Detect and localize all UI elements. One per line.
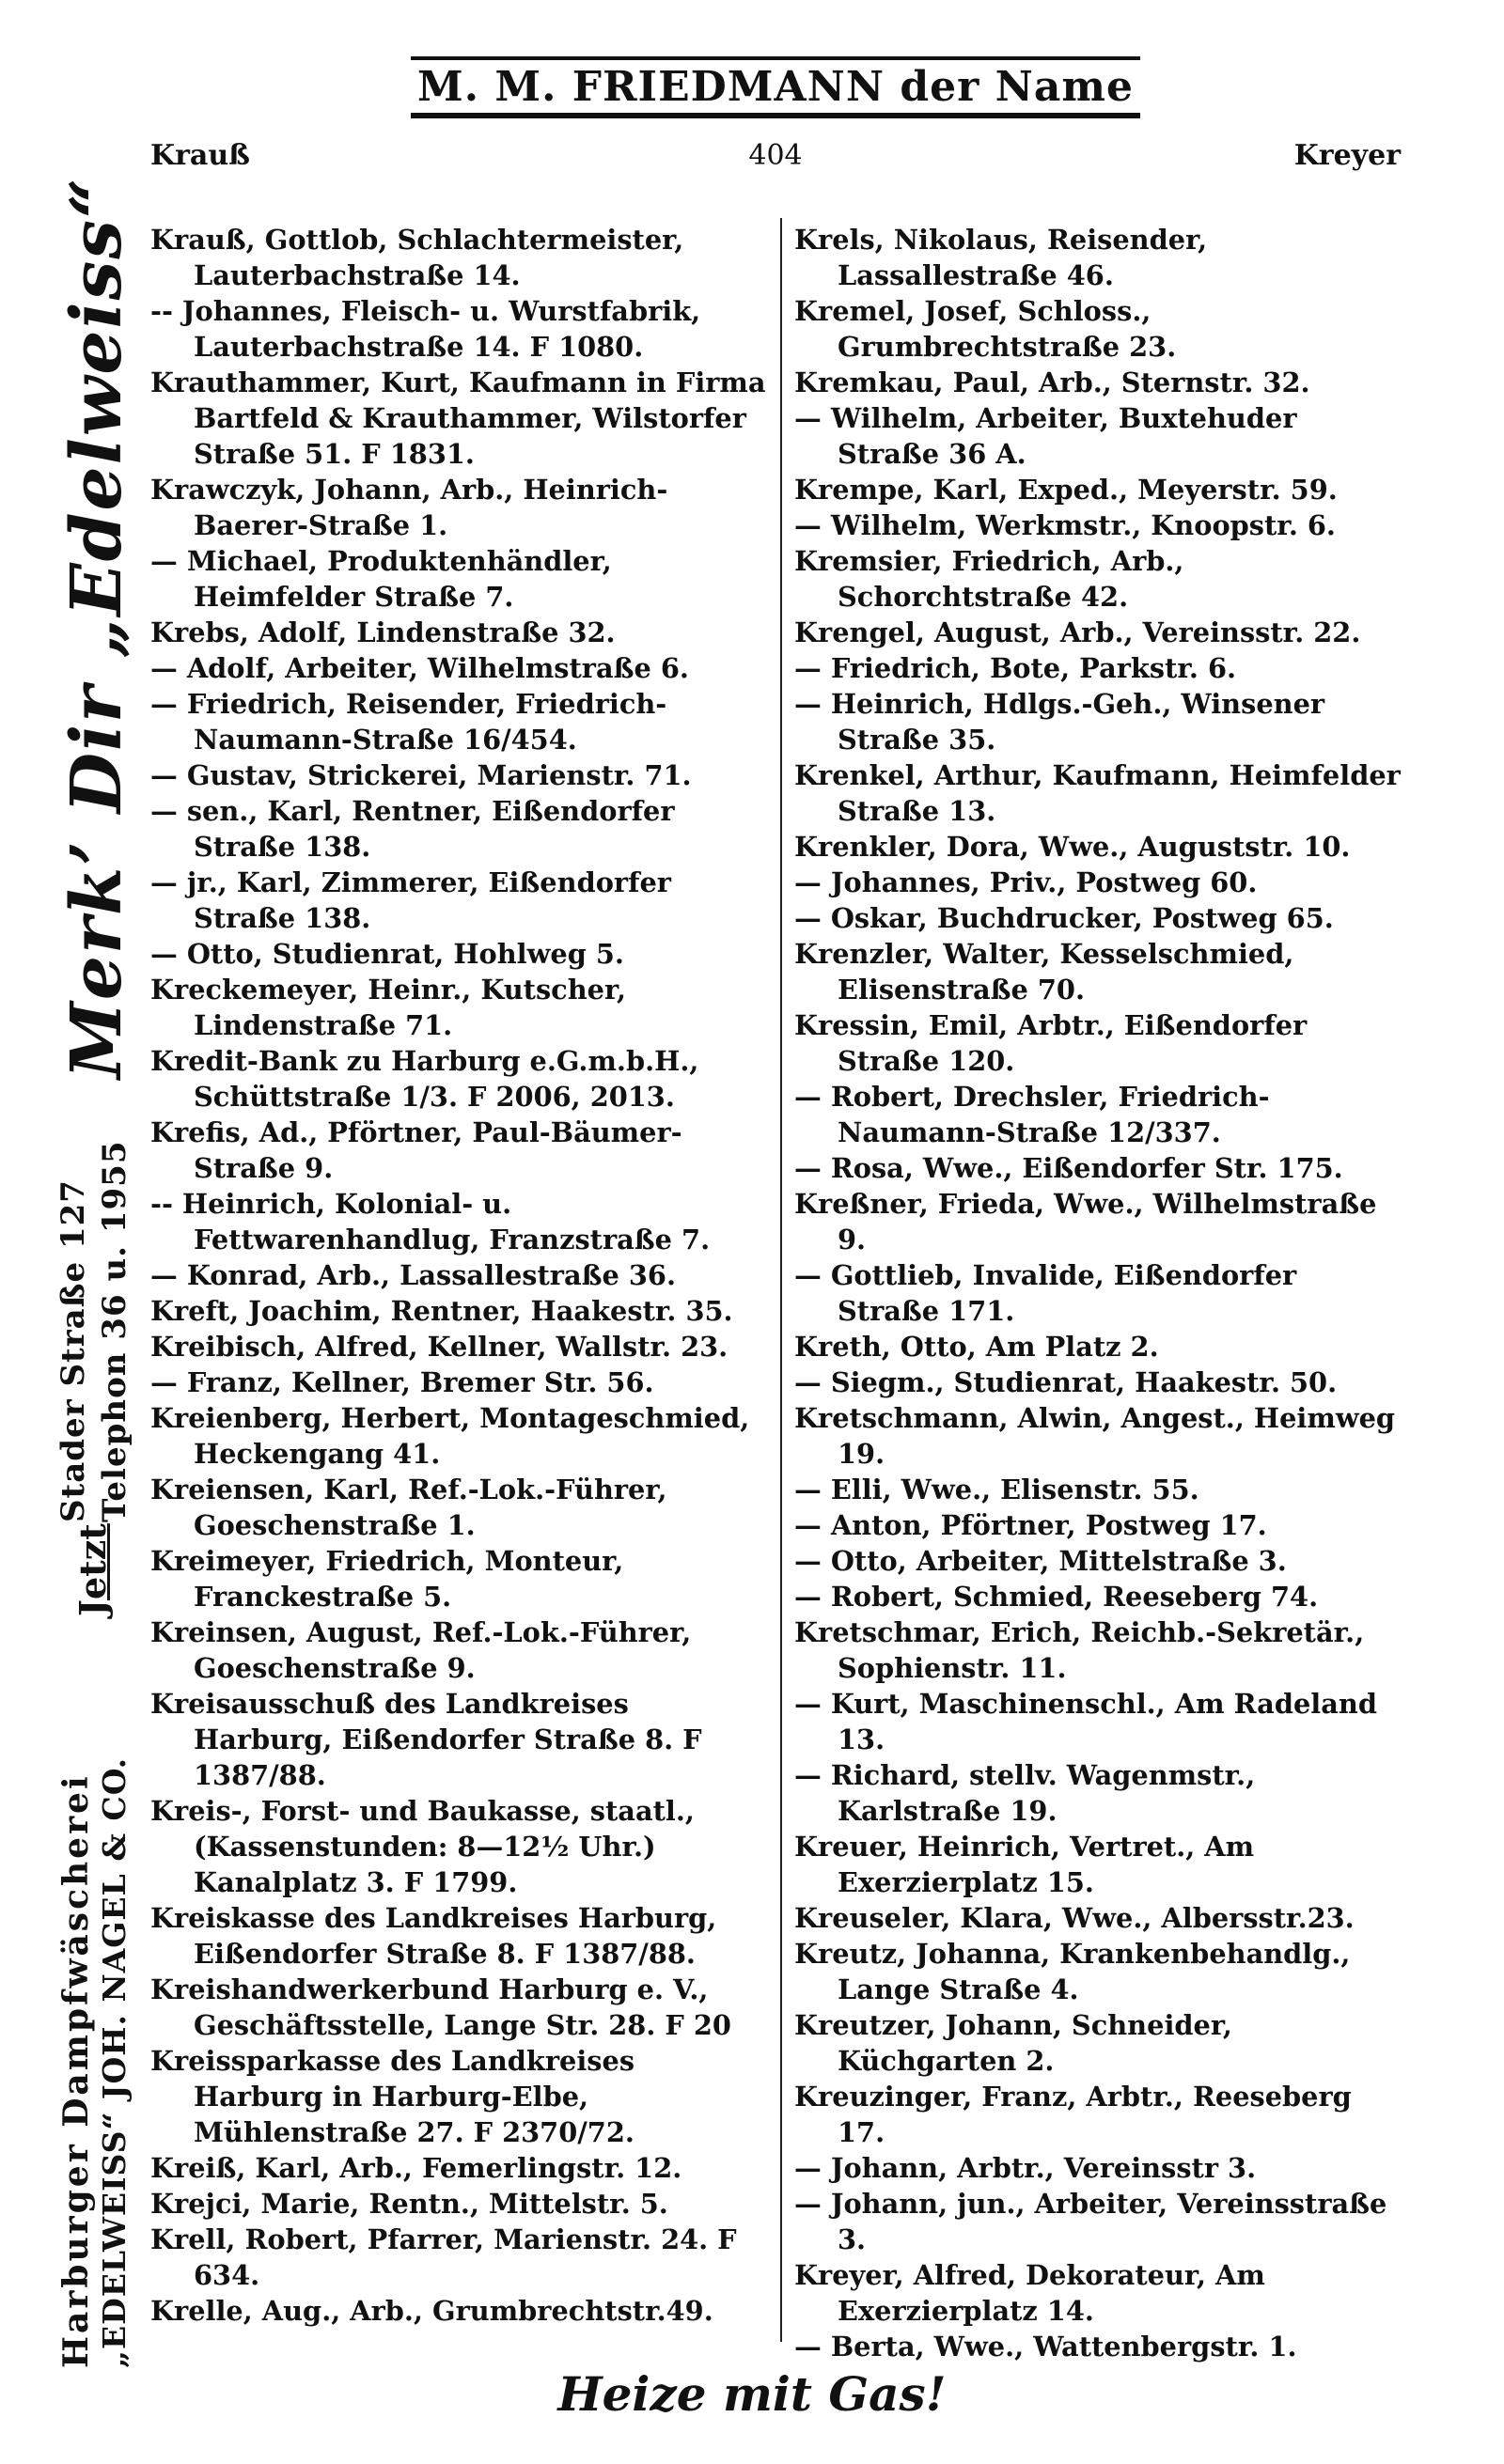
directory-entry: -- Johannes, Fleisch- u. Wurstfabrik, Lauterbachstraße 14. F 1080. [150, 295, 711, 363]
page-banner: M. M. FRIEDMANN der Name [411, 56, 1140, 118]
page-number: 404 [748, 139, 803, 172]
directory-entry: Krengel, August, Arb., Vereinsstr. 22. [794, 616, 1361, 648]
directory-entry: Krelle, Aug., Arb., Grumbrechtstr.49. [150, 2295, 713, 2327]
directory-entry: Kreutz, Johanna, Krankenbehandlg., Lange Straße 4. [794, 1938, 1360, 2005]
directory-entry: — Anton, Pförtner, Postweg 17. [794, 1509, 1267, 1541]
directory-entry: Krawczyk, Johann, Arb., Heinrich-Baerer-Straße 1. [150, 474, 668, 541]
directory-entry: Kreth, Otto, Am Platz 2. [794, 1331, 1159, 1363]
directory-entry: Krell, Robert, Pfarrer, Marienstr. 24. F 634. [150, 2223, 746, 2291]
directory-entry: Kretschmar, Erich, Reichb.-Sekretär., Sophienstr. 11. [794, 1616, 1374, 1684]
directory-entry: Kreßner, Frieda, Wwe., Wilhelmstraße 9. [794, 1188, 1386, 1255]
directory-entry: Krebs, Adolf, Lindenstraße 32. [150, 616, 616, 648]
directory-entry: Kreibisch, Alfred, Kellner, Wallstr. 23. [150, 1331, 728, 1363]
sidebar-address: Stader Straße 127 [55, 1179, 92, 1522]
directory-entry: Krempe, Karl, Exped., Meyerstr. 59. [794, 474, 1338, 506]
directory-entry: Kreinsen, August, Ref.-Lok.-Führer, Goeschenstraße 9. [150, 1616, 701, 1684]
directory-entry: Krenzler, Walter, Kesselschmied, Elisenstraße 70. [794, 938, 1304, 1006]
directory-entry: Kreis-, Forst- und Baukasse, staatl., (Kassenstunden: 8—12½ Uhr.) Kanalplatz 3. F 1799. [150, 1795, 704, 1898]
directory-entry: — Johann, Arbtr., Vereinsstr 3. [794, 2152, 1257, 2184]
sidebar-phone: Telephon 36 u. 1955 [96, 1140, 133, 1522]
directory-entry: Kreft, Joachim, Rentner, Haakestr. 35. [150, 1295, 733, 1327]
sidebar-advertisement [0, 0, 150, 2464]
directory-entry: — Friedrich, Bote, Parkstr. 6. [794, 652, 1237, 684]
running-head [150, 139, 1401, 180]
directory-entry: — Franz, Kellner, Bremer Str. 56. [150, 1366, 654, 1398]
sidebar-company-line2: „EDELWEISS“ JOH. NAGEL & CO. [96, 1756, 133, 2368]
directory-entry: — Elli, Wwe., Elisenstr. 55. [794, 1474, 1199, 1505]
directory-entry: — Siegm., Studienrat, Haakestr. 50. [794, 1366, 1338, 1398]
directory-entry: Kreckemeyer, Heinr., Kutscher, Lindenstraße 71. [150, 974, 636, 1041]
directory-entry: — Wilhelm, Arbeiter, Buxtehuder Straße 36 A. [794, 402, 1307, 470]
directory-entry: — Konrad, Arb., Lassallestraße 36. [150, 1259, 676, 1291]
directory-entry: — Adolf, Arbeiter, Wilhelmstraße 6. [150, 652, 689, 684]
directory-entry: Kreuseler, Klara, Wwe., Albersstr.23. [794, 1902, 1355, 1934]
directory-entry: Kreuer, Heinrich, Vertret., Am Exerzierplatz 15. [794, 1831, 1264, 1898]
directory-entry: Krejci, Marie, Rentn., Mittelstr. 5. [150, 2188, 668, 2220]
directory-entry: — Robert, Drechsler, Friedrich-Naumann-Straße 12/337. [794, 1081, 1270, 1148]
directory-entry: Krenkel, Arthur, Kaufmann, Heimfelder Straße 13. [794, 759, 1410, 827]
directory-entry: — Michael, Produktenhändler, Heimfelder Straße 7. [150, 545, 621, 613]
column-divider [780, 218, 782, 2342]
directory-entry: — Otto, Studienrat, Hohlweg 5. [150, 938, 624, 970]
running-head-right: Kreyer [1293, 139, 1401, 172]
directory-entry: Kreiskasse des Landkreises Harburg, Eißendorfer Straße 8. F 1387/88. [150, 1902, 727, 1970]
sidebar-slogan: Merk’ Dir „Edelweiss“ [56, 176, 137, 1079]
directory-entry: Kremkau, Paul, Arb., Sternstr. 32. [794, 366, 1310, 398]
sidebar-jetzt: Jetzt [71, 1523, 114, 1616]
directory-entry: Kremel, Josef, Schloss., Grumbrechtstraße 23. [794, 295, 1177, 363]
running-head-left: Krauß [150, 139, 250, 172]
directory-entry: — Gottlieb, Invalide, Eißendorfer Straße 171. [794, 1259, 1307, 1327]
directory-entry: Kreissparkasse des Landkreises Harburg in Harburg-Elbe, Mühlenstraße 27. F 2370/72. [150, 2045, 645, 2148]
directory-entry: Kreimeyer, Friedrich, Monteur, Franckestraße 5. [150, 1545, 634, 1613]
directory-entry: Kreiensen, Karl, Ref.-Lok.-Führer, Goeschenstraße 1. [150, 1474, 677, 1541]
directory-entry: — Heinrich, Hdlgs.-Geh., Winsener Straße 35. [794, 688, 1335, 756]
directory-entry: Kreiß, Karl, Arb., Femerlingstr. 12. [150, 2152, 682, 2184]
directory-entry: — sen., Karl, Rentner, Eißendorfer Straße 138. [150, 795, 684, 863]
right-column [794, 222, 1410, 2364]
directory-entry: Kremsier, Friedrich, Arb., Schorchtstraße 42. [794, 545, 1194, 613]
directory-entry: — Friedrich, Reisender, Friedrich-Naumann-Straße 16/454. [150, 688, 667, 756]
directory-entry: — Robert, Schmied, Reeseberg 74. [794, 1581, 1319, 1613]
directory-entry: Krauß, Gottlob, Schlachtermeister, Lauterbachstraße 14. [150, 224, 694, 291]
directory-entry: Kretschmann, Alwin, Angest., Heimweg 19. [794, 1402, 1405, 1470]
directory-entry: — jr., Karl, Zimmerer, Eißendorfer Straße 138. [150, 866, 681, 934]
directory-entry: — Johannes, Priv., Postweg 60. [794, 866, 1258, 898]
directory-entry: — Rosa, Wwe., Eißendorfer Str. 175. [794, 1152, 1343, 1184]
directory-entry: — Kurt, Maschinenschl., Am Radeland 13. [794, 1688, 1386, 1755]
directory-entry: Krels, Nikolaus, Reisender, Lassallestraße 46. [794, 224, 1217, 291]
directory-entry: Kreishandwerkerbund Harburg e. V., Geschäftsstelle, Lange Str. 28. F 20 [150, 1973, 731, 2041]
directory-entry: Kreuzinger, Franz, Arbtr., Reeseberg 17. [794, 2081, 1361, 2148]
directory-entry: — Richard, stellv. Wagenmstr., Karlstraße 19. [794, 1759, 1265, 1827]
directory-entry: Kreienberg, Herbert, Montageschmied, Heckengang 41. [150, 1402, 760, 1470]
directory-entry: Kressin, Emil, Arbtr., Eißendorfer Straße 120. [794, 1009, 1317, 1077]
left-column [150, 222, 776, 2329]
directory-entry: — Otto, Arbeiter, Mittelstraße 3. [794, 1545, 1287, 1577]
directory-entry: Krenkler, Dora, Wwe., Auguststr. 10. [794, 831, 1351, 863]
directory-entry: Krauthammer, Kurt, Kaufmann in Firma Bartfeld & Krauthammer, Wilstorfer Straße 51. F 1831. [150, 366, 776, 470]
directory-entry: Krefis, Ad., Pförtner, Paul-Bäumer-Straße 9. [150, 1116, 682, 1184]
directory-entry: — Gustav, Strickerei, Marienstr. 71. [150, 759, 692, 791]
sidebar-company-line1: Harburger Dampfwäscherei [56, 1773, 96, 2368]
directory-entry: -- Heinrich, Kolonial- u. Fettwarenhandlug, Franzstraße 7. [150, 1188, 711, 1255]
directory-entry: — Berta, Wwe., Wattenbergstr. 1. [794, 2331, 1297, 2363]
directory-entry: — Oskar, Buchdrucker, Postweg 65. [794, 902, 1334, 934]
directory-entry: — Wilhelm, Werkmstr., Knoopstr. 6. [794, 509, 1336, 541]
directory-entry: — Johann, jun., Arbeiter, Vereinsstraße 3. [794, 2188, 1397, 2255]
footer-slogan: Heize mit Gas! [557, 2366, 947, 2422]
directory-entry: Kreyer, Alfred, Dekorateur, Am Exerzierplatz 14. [794, 2259, 1275, 2327]
directory-entry: Kreutzer, Johann, Schneider, Küchgarten 2. [794, 2009, 1242, 2077]
directory-entry: Kredit-Bank zu Harburg e.G.m.b.H., Schüttstraße 1/3. F 2006, 2013. [150, 1045, 709, 1113]
directory-entry: Kreisausschuß des Landkreises Harburg, Eißendorfer Straße 8. F 1387/88. [150, 1688, 712, 1791]
